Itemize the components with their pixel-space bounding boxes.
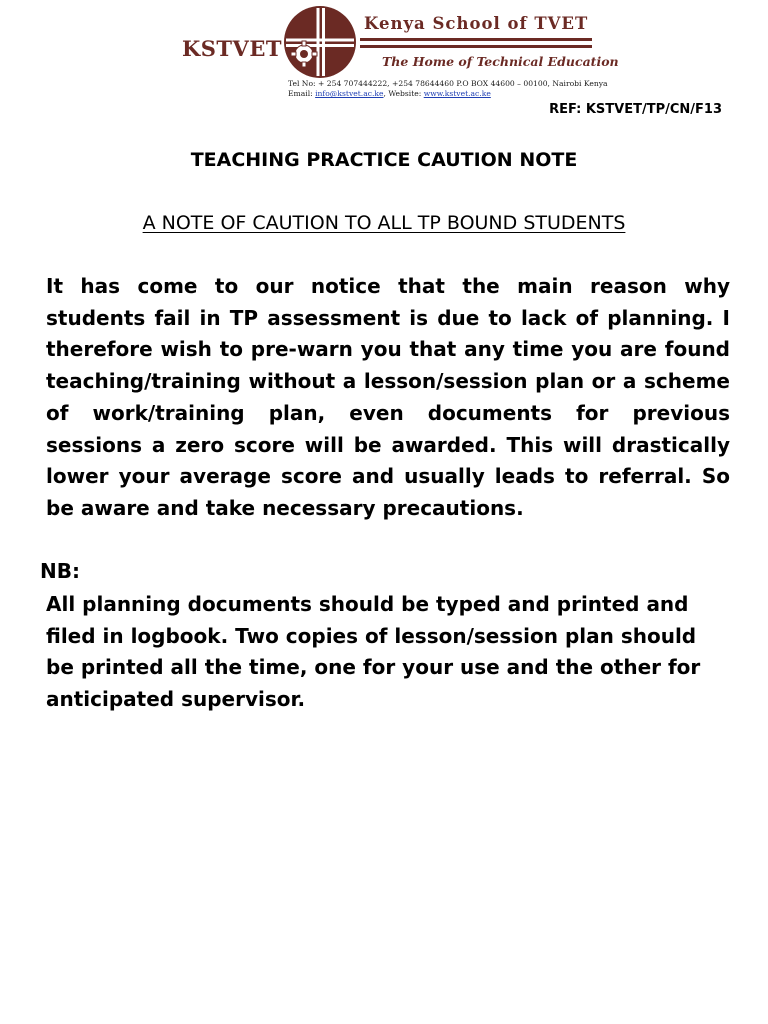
nb-paragraph: All planning documents should be typed and printed and filed in logbook. Two copies of lesson/session plan should be printed all the time, one for your use and the other for anticipated supervisor.: [46, 592, 701, 712]
reference-number: REF: KSTVET/TP/CN/F13: [549, 102, 722, 117]
document-subtitle-text: A NOTE OF CAUTION TO ALL TP BOUND STUDENTS: [142, 212, 626, 234]
contact-email-website: [288, 89, 491, 98]
letterhead-rule: [360, 38, 592, 41]
website-prefix: , Website:: [383, 89, 424, 98]
letterhead-rule: [360, 45, 592, 48]
nb-label: NB:: [40, 559, 80, 583]
tagline: The Home of Technical Education: [382, 54, 619, 69]
caution-paragraph: It has come to our notice that the main reason why students fail in TP assessment is due to lack of planning. I therefore wish to pre-warn you that any time you are found teaching/training without a lesson/session plan or a scheme of work/training plan, even documents for previous sessions a zero score will be awarded. This will drastically lower your average score and usually leads to referral. So be aware and take necessary precautions.: [46, 274, 730, 520]
website-link[interactable]: www.kstvet.ac.ke: [423, 89, 491, 98]
document-title: TEACHING PRACTICE CAUTION NOTE: [190, 149, 578, 171]
email-link[interactable]: info@kstvet.ac.ke: [315, 89, 384, 98]
gear-cross-emblem-icon: [282, 4, 358, 80]
contact-phone-address: Tel No: + 254 707444222, +254 78644460 P.O BOX 44600 – 00100, Nairobi Kenya: [288, 79, 608, 88]
letterhead: [178, 0, 619, 104]
brand-short-name: KSTVET: [182, 36, 282, 61]
email-prefix: Email:: [288, 89, 316, 98]
document-subtitle: [0, 212, 768, 234]
school-name: Kenya School of TVET: [364, 14, 589, 33]
